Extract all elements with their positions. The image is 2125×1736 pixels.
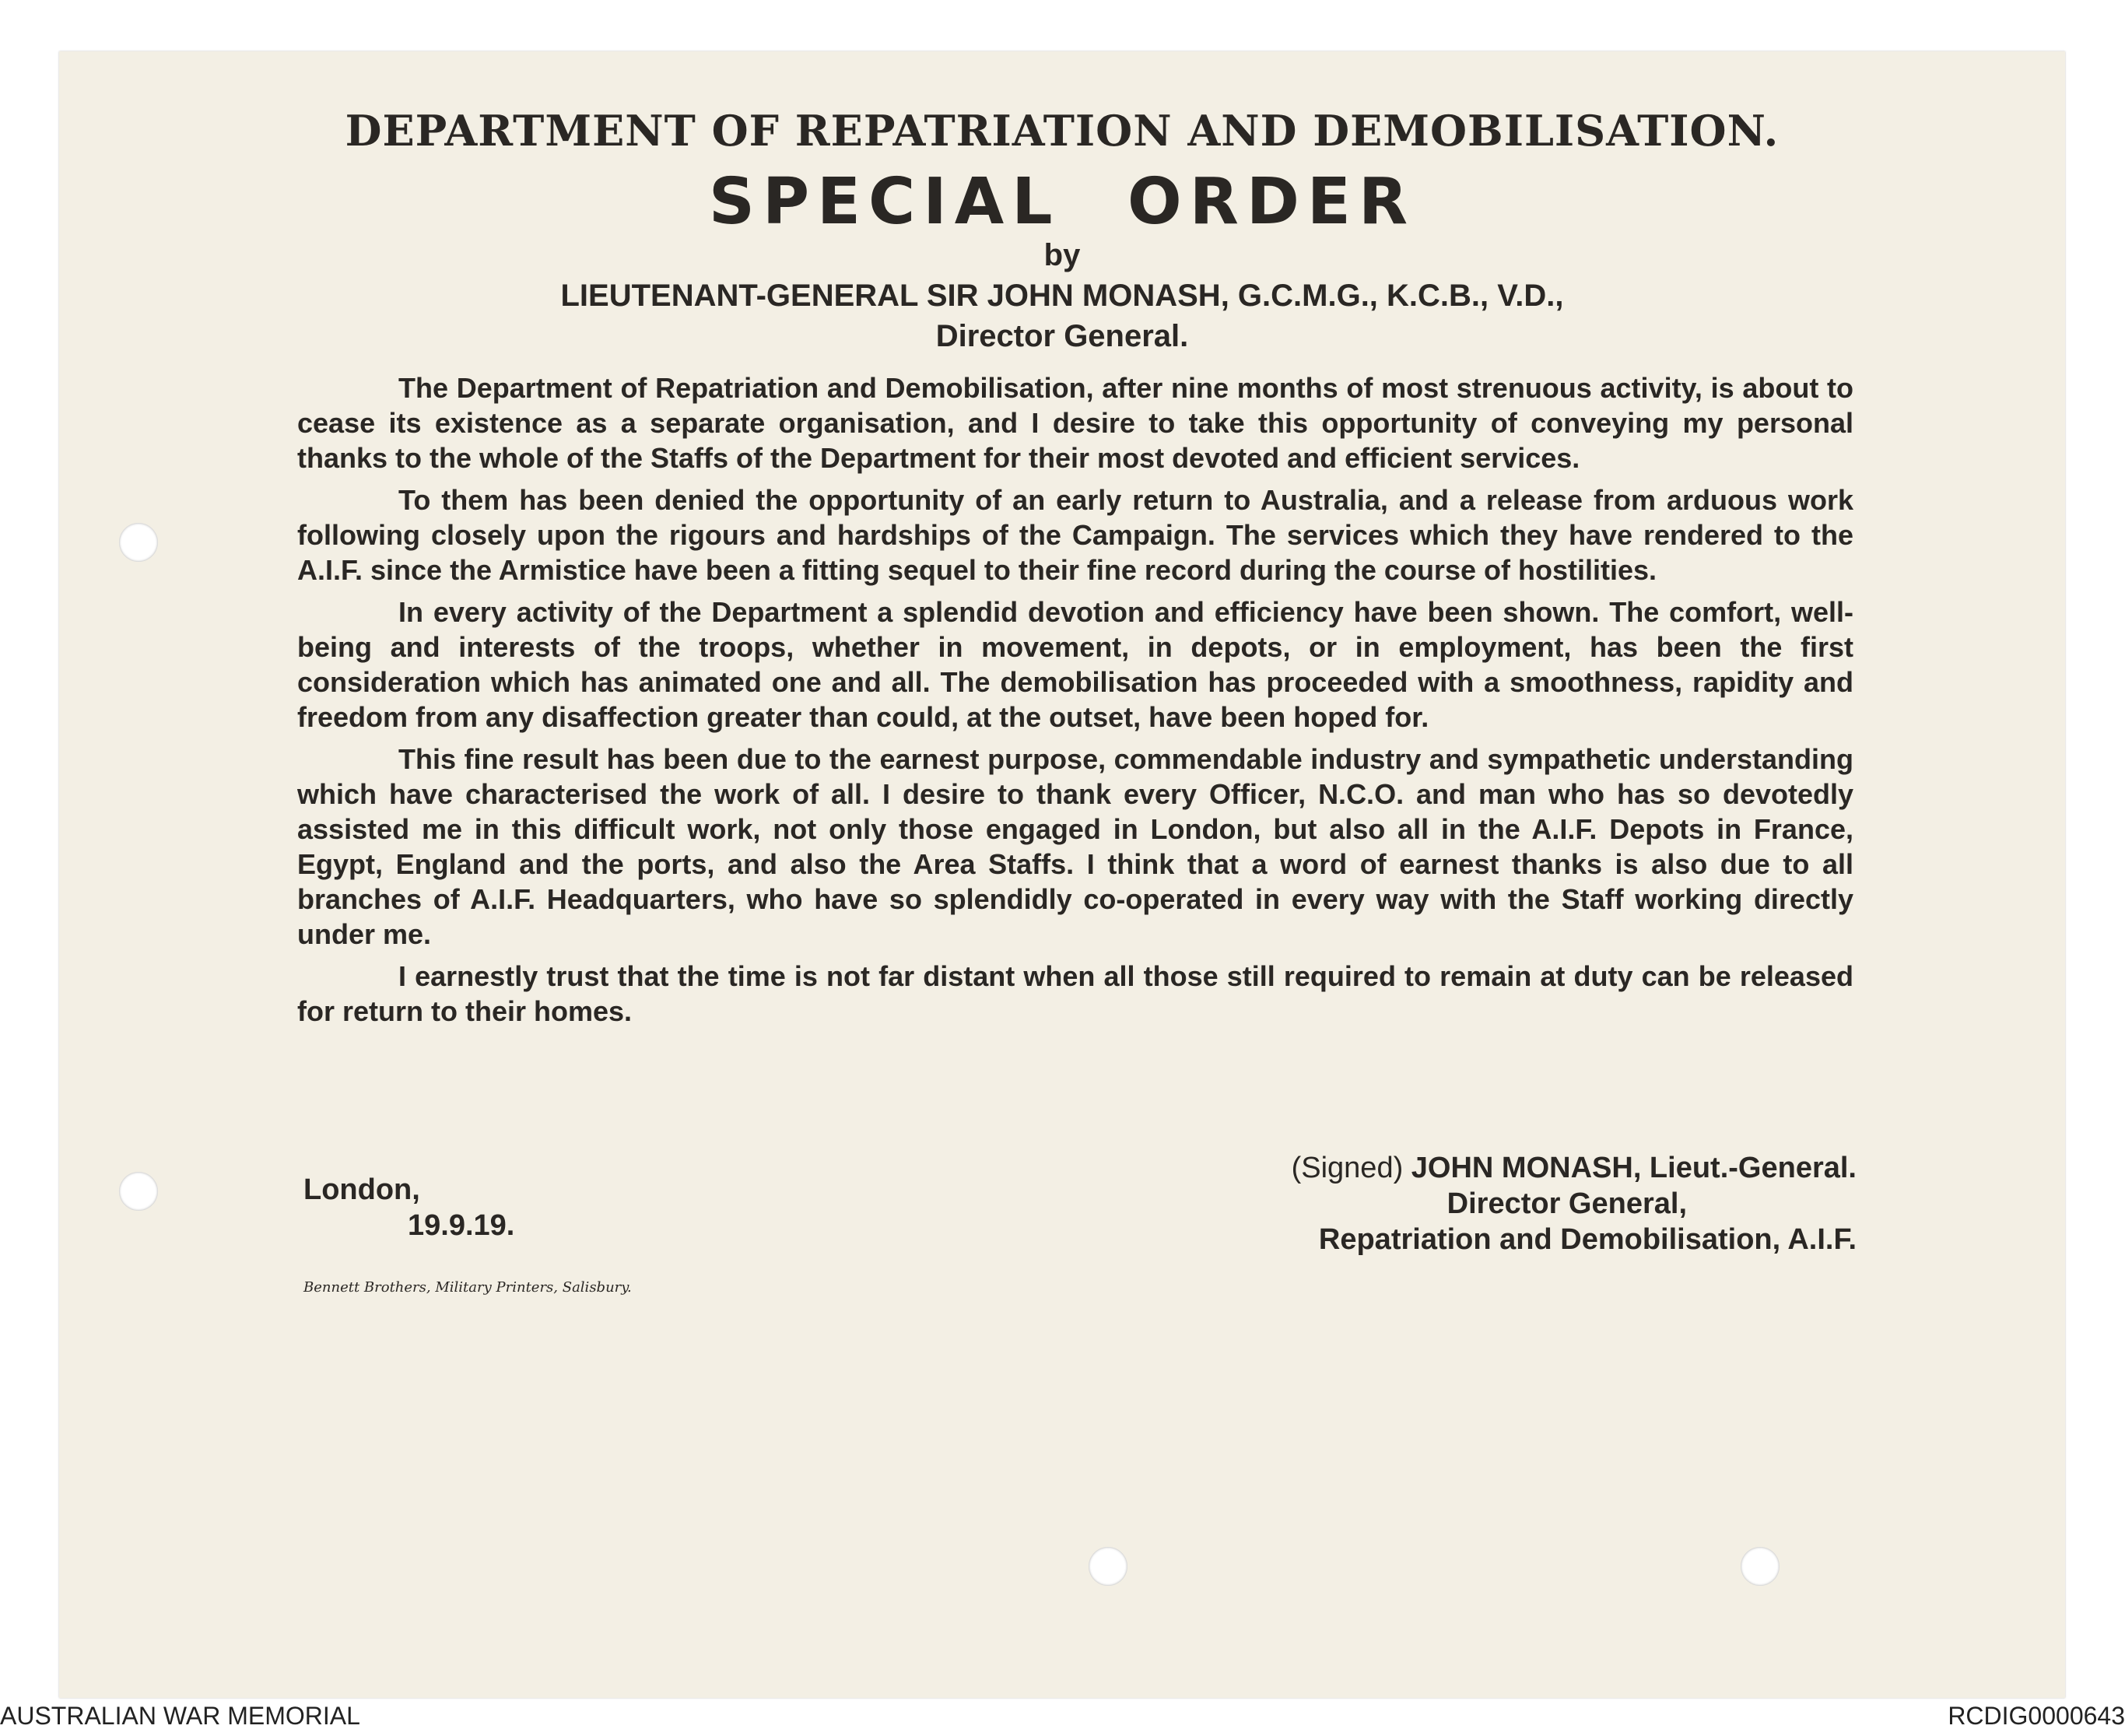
punch-hole xyxy=(119,523,158,562)
author-line: LIEUTENANT-GENERAL SIR JOHN MONASH, G.C.M.G., K.C.B., V.D., xyxy=(560,279,1564,313)
order-body xyxy=(297,370,1853,1036)
punch-hole xyxy=(1089,1547,1127,1586)
department-title: DEPARTMENT OF REPATRIATION AND DEMOBILISATION. xyxy=(345,106,1780,156)
date: 19.9.19. xyxy=(408,1209,515,1242)
paragraph: To them has been denied the opportunity of an early return to Australia, and a release from arduous work following closely upon the rigours and hardships of the Campaign. The services which they have rendered to the A.I.F. since the Armistice have been a fitting sequel to their fine record during the course of hostilities. xyxy=(297,484,1853,586)
paragraph: This fine result has been due to the earnest purpose, commendable industry and sympathetic understanding which have characterised the work of all. I desire to thank every Officer, N.C.O. and man who has so devotedly assisted me in this difficult work, not only those engaged in London, but also all in the A.I.F. Depots in France, Egypt, England and the ports, and also the Area Staffs. I think that a word of earnest thanks is also due to all branches of A.I.F. Headquarters, who have so splendidly co-operated in every way with the Staff working directly under me. xyxy=(297,743,1853,950)
signed-line xyxy=(1117,1150,1857,1186)
printer-imprint: Bennett Brothers, Military Printers, Salisbury. xyxy=(303,1279,632,1296)
signed-prefix: (Signed) xyxy=(1291,1152,1404,1184)
order-title: SPECIAL ORDER xyxy=(708,165,1416,239)
place: London, xyxy=(303,1173,420,1206)
author-role: Director General. xyxy=(935,319,1189,353)
punch-hole xyxy=(119,1172,158,1211)
paragraph: I earnestly trust that the time is not far distant when all those still required to remain at duty can be released for return to their homes. xyxy=(297,960,1853,1027)
signed-role: Director General, xyxy=(1446,1187,1687,1220)
signature-block xyxy=(1117,1150,1857,1257)
punch-hole xyxy=(1741,1547,1780,1586)
footer-id: RCDIG0000643 xyxy=(1948,1702,2125,1730)
signed-department: Repatriation and Demobilisation, A.I.F. xyxy=(1318,1223,1857,1256)
signed-name: JOHN MONASH, Lieut.-General. xyxy=(1411,1152,1857,1184)
paper-sheet xyxy=(59,51,2065,1698)
place-date-block xyxy=(303,1172,514,1243)
paragraph: The Department of Repatriation and Demobilisation, after nine months of most strenuous activity, is about to cease its existence as a separate organisation, and I desire to take this opportunity of conveying my personal thanks to the whole of the Staffs of the Department for their most devoted and efficient services. xyxy=(297,372,1853,474)
by-line: by xyxy=(1043,238,1081,272)
footer-credit: AUSTRALIAN WAR MEMORIAL xyxy=(0,1702,360,1730)
paragraph: In every activity of the Department a splendid devotion and efficiency have been shown. The comfort, well-being and interests of the troops, whether in movement, in depots, or in employment, has been the first consideration which has animated one and all. The demobilisation has proceeded with a smoothness, rapidity and freedom from any disaffection greater than could, at the outset, have been hoped for. xyxy=(297,596,1853,733)
